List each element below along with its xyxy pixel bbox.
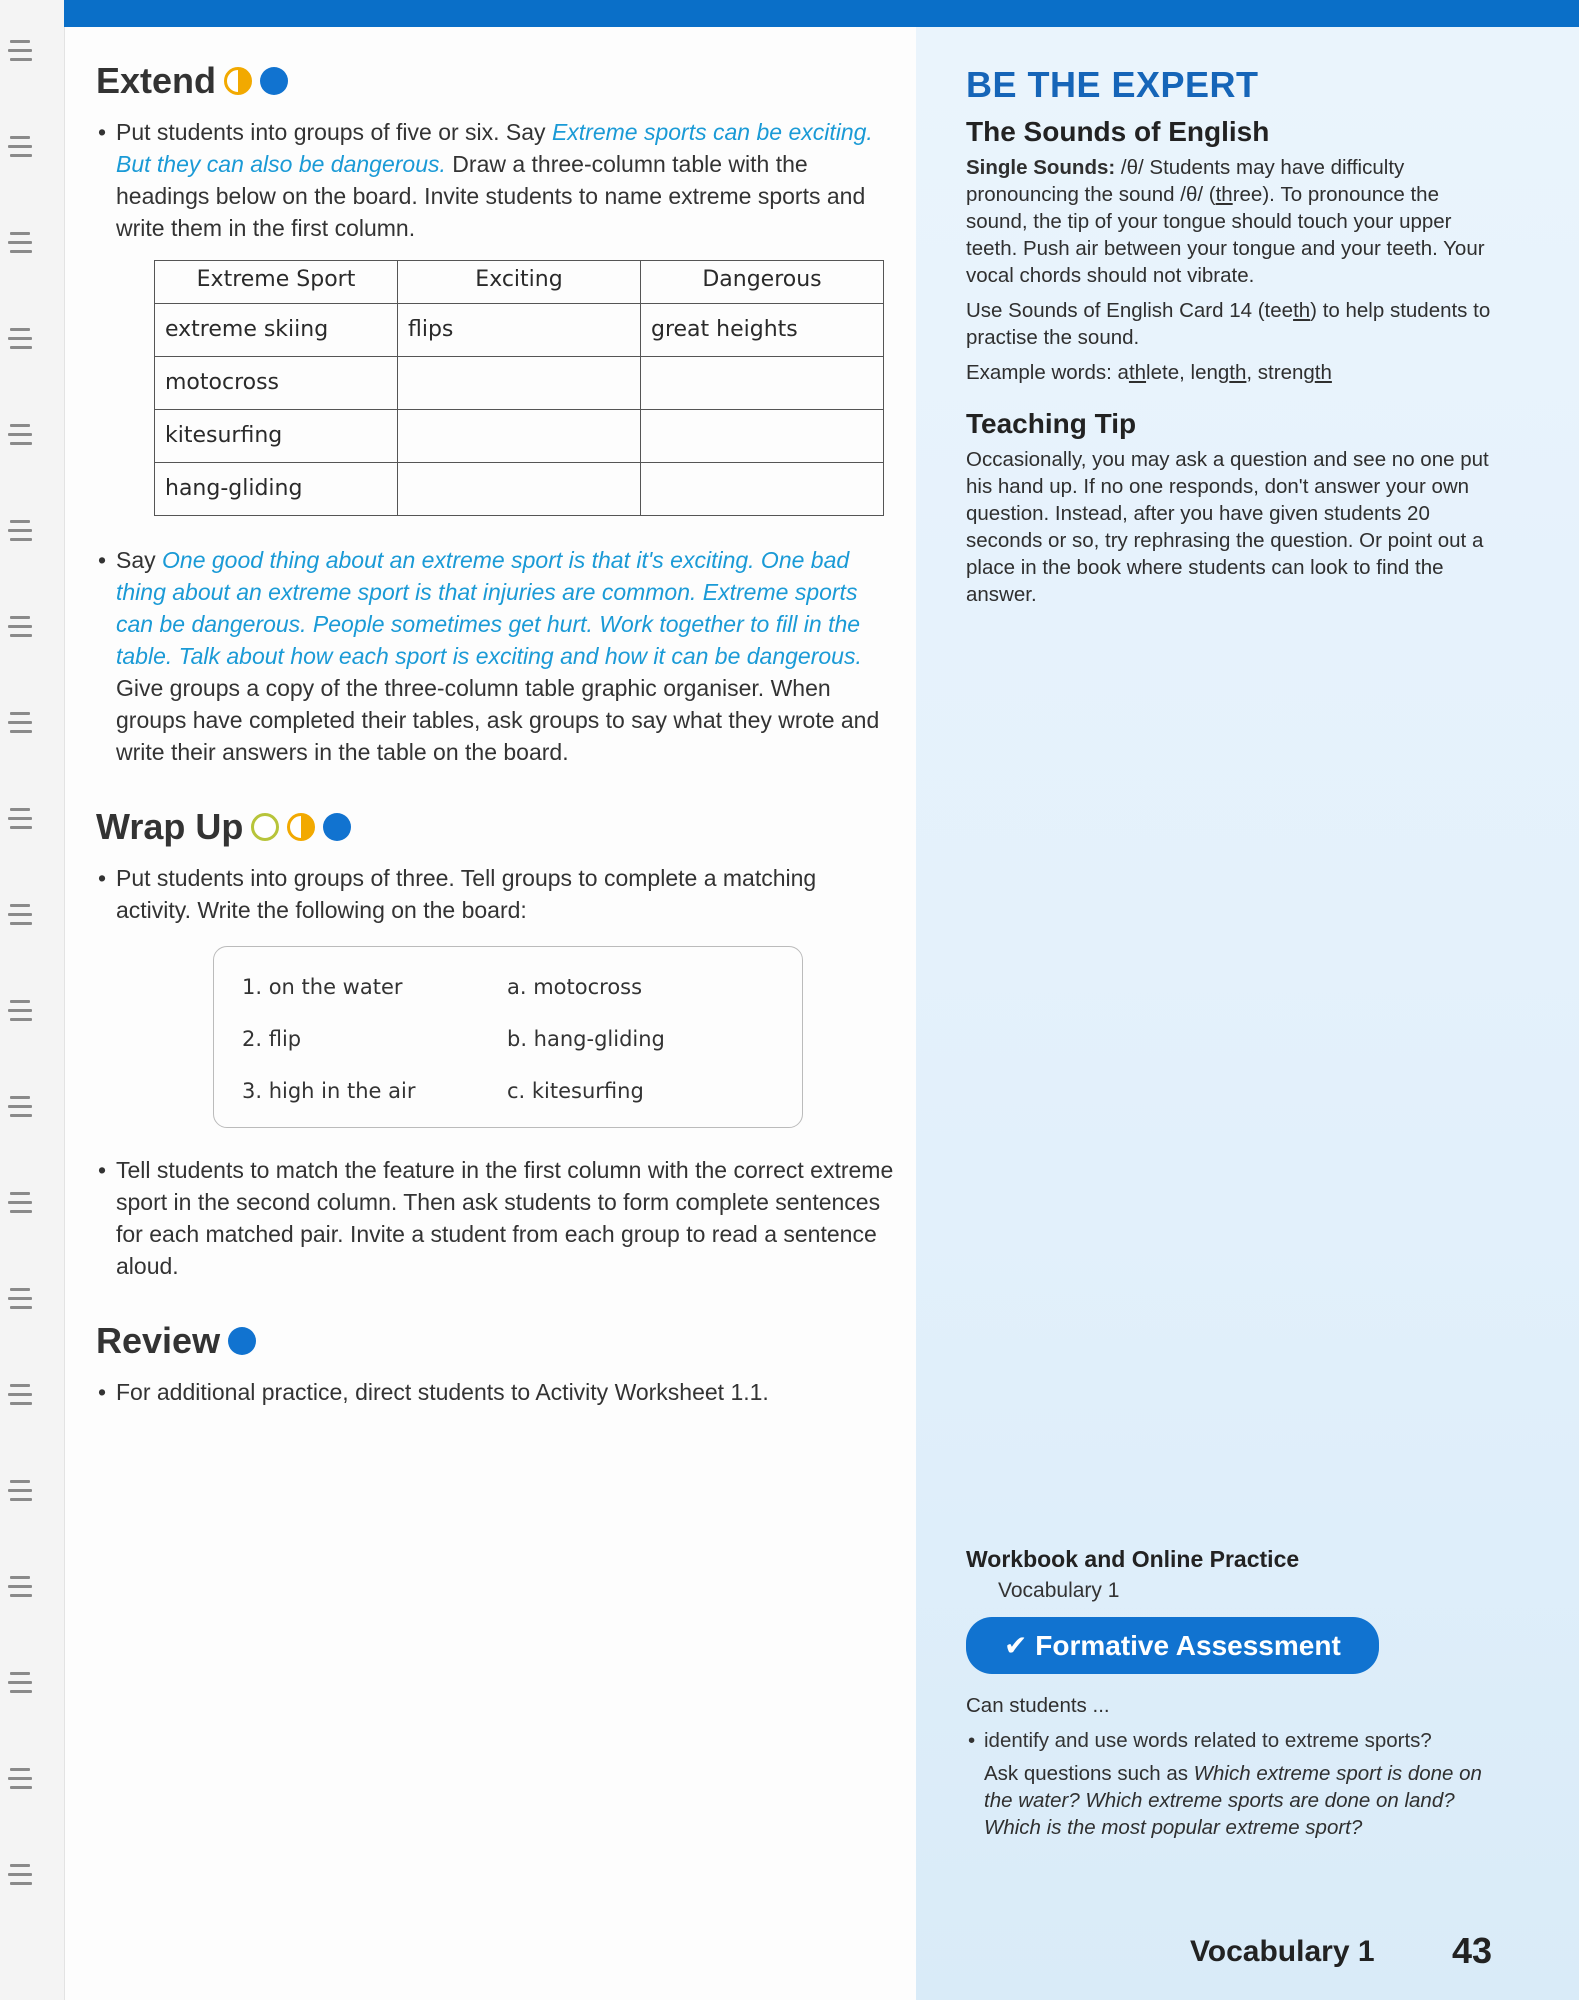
table-cell: great heights (641, 304, 884, 357)
table-row (155, 463, 884, 516)
binding-coil (0, 1864, 32, 1898)
table-header: Exciting (398, 261, 641, 304)
half-level-icon (224, 67, 252, 95)
sounds-card-text: Use Sounds of English Card 14 (teeth) to help students to practise the sound. (966, 299, 1491, 349)
binding-coil (0, 136, 32, 170)
table-cell: flips (398, 304, 641, 357)
binding-coil (0, 1192, 32, 1226)
extend-instruction-1: • Put students into groups of five or six. Say Extreme sports can be exciting. But they can also be dangerous. Draw a three-column table with the headings below on the board. Invite students to name extreme sports and write them in the first column. (96, 116, 896, 244)
be-the-expert-title: BE THE EXPERT (966, 64, 1259, 105)
binding-coil (0, 712, 32, 746)
spiral-binding (0, 0, 65, 2000)
table-cell (641, 410, 884, 463)
table-header: Extreme Sport (155, 261, 398, 304)
example-words: Example words: athlete, length, strength (966, 361, 1332, 384)
extend-heading: Extend (96, 60, 896, 102)
half-level-icon (287, 813, 315, 841)
binding-coil (0, 904, 32, 938)
table-cell: hang-gliding (155, 463, 398, 516)
binding-coil (0, 1096, 32, 1130)
main-column (96, 60, 896, 1408)
table-cell: motocross (155, 357, 398, 410)
review-instruction: • For additional practice, direct students to Activity Worksheet 1.1. (96, 1376, 896, 1408)
list-item: 1. on the water a. motocross (242, 975, 643, 999)
single-sounds-text: Single Sounds: /θ/ Students may have difficulty pronouncing the sound /θ/ (three). To pronounce the sound, the tip of your tongue should touch your upper teeth. Push air between your tongue and your teeth. Your vocal chords should not vibrate. (966, 156, 1485, 287)
binding-coil (0, 1576, 32, 1610)
assessment-lead: Can students ... (966, 1694, 1110, 1717)
wrapup-instruction-1: • Put students into groups of three. Tell groups to complete a matching activity. Write the following on the board: (96, 862, 896, 926)
binding-coil (0, 1384, 32, 1418)
binding-coil (0, 1480, 32, 1514)
page-number: 43 (1452, 1930, 1493, 1971)
list-item: 3. high in the air c. kitesurfing (242, 1079, 644, 1103)
table-cell: extreme skiing (155, 304, 398, 357)
workbook-sub: Vocabulary 1 (998, 1579, 1120, 1602)
list-item: 2. flip b. hang-gliding (242, 1027, 665, 1051)
review-heading: Review (96, 1320, 896, 1362)
table-cell (398, 357, 641, 410)
sounds-heading: The Sounds of English (966, 116, 1270, 147)
table-cell (398, 410, 641, 463)
full-level-icon (260, 67, 288, 95)
top-banner (64, 0, 1579, 27)
teaching-tip-heading: Teaching Tip (966, 408, 1137, 439)
full-level-icon (228, 1327, 256, 1355)
extend-instruction-2: • Say One good thing about an extreme sport is that it's exciting. One bad thing about an extreme sport is that injuries are common. Extreme sports can be dangerous. People sometimes get hurt. Work together to fill in the table. Talk about how each sport is exciting and how it can be dangerous. Give groups a copy of the three-column table graphic organiser. When groups have completed their tables, ask groups to say what they wrote and write their answers in the table on the board. (96, 544, 896, 768)
matching-activity-box (213, 946, 803, 1128)
table-cell (641, 463, 884, 516)
binding-coil (0, 1768, 32, 1802)
assessment-bullet: • identify and use words related to extreme sports? (966, 1727, 1506, 1754)
table-row (155, 410, 884, 463)
binding-coil (0, 40, 32, 74)
table-row (155, 357, 884, 410)
formative-assessment-banner: ✔ Formative Assessment (966, 1617, 1379, 1674)
binding-coil (0, 1672, 32, 1706)
binding-coil (0, 808, 32, 842)
table-row (155, 304, 884, 357)
assessment-questions: Ask questions such as Which extreme sport is done on the water? Which extreme sports are done on land? Which is the most popular extreme sport? (984, 1762, 1482, 1839)
binding-coil (0, 520, 32, 554)
table-header-row (155, 261, 884, 304)
binding-coil (0, 424, 32, 458)
footer-label: Vocabulary 1 (1190, 1935, 1375, 1968)
wrapup-instruction-2: • Tell students to match the feature in the first column with the correct extreme sport in the second column. Then ask students to form complete sentences for each matched pair. Invite a student from each group to read a sentence aloud. (96, 1154, 896, 1282)
expert-column (966, 64, 1506, 1839)
binding-coil (0, 328, 32, 362)
table-cell: kitesurfing (155, 410, 398, 463)
binding-coil (0, 232, 32, 266)
assessment-area (966, 1546, 1506, 1849)
full-level-icon (323, 813, 351, 841)
binding-coil (0, 616, 32, 650)
extreme-sports-table (154, 260, 884, 516)
binding-coil (0, 1000, 32, 1034)
binding-coil (0, 1288, 32, 1322)
empty-level-icon (251, 813, 279, 841)
table-header: Dangerous (641, 261, 884, 304)
wrapup-heading: Wrap Up (96, 806, 896, 848)
workbook-title: Workbook and Online Practice (966, 1546, 1300, 1572)
table-cell (398, 463, 641, 516)
teaching-tip-text: Occasionally, you may ask a question and see no one put his hand up. If no one responds, don't answer your own question. Instead, after you have given students 20 seconds or so, try rephrasing the question. Or point out a place in the book where students can look to find the answer. (966, 448, 1489, 606)
table-cell (641, 357, 884, 410)
